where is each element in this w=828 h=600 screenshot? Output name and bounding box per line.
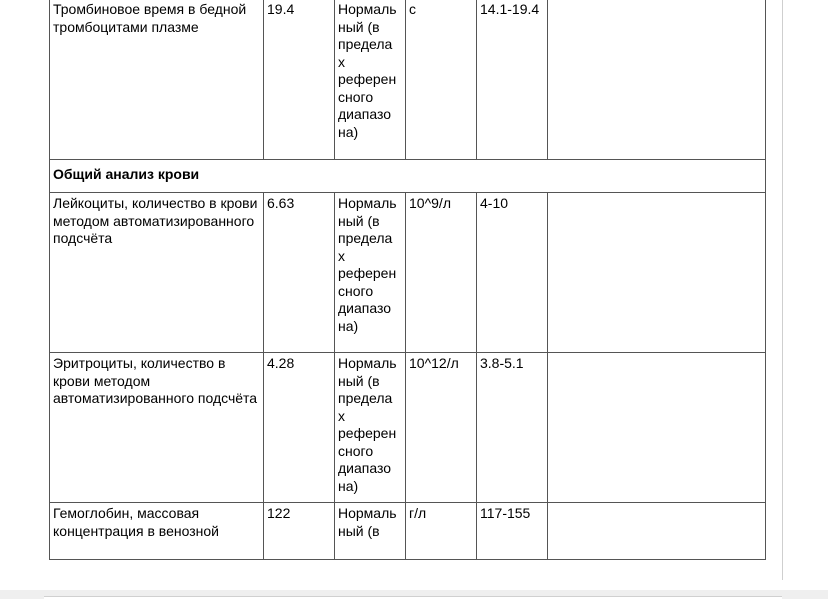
result-value-cell: 6.63 [264,193,335,353]
reference-range-cell: 117-155 [477,503,548,560]
unit-cell: 10^12/л [406,353,477,503]
comment-cell [548,193,766,353]
table-row [50,353,766,503]
result-status-cell: Нормаль ный (в [335,503,406,560]
table-row [50,0,766,160]
table-row [50,193,766,353]
comment-cell [548,0,766,160]
unit-cell: с [406,0,477,160]
test-name-cell: Эритроциты, количество в крови методом автоматизированного подсчёта [50,353,264,503]
section-row [50,160,766,193]
table-row [50,503,766,560]
comment-cell [548,353,766,503]
result-value-cell: 19.4 [264,0,335,160]
test-name-cell: Тромбиновое время в бедной тромбоцитами плазме [50,0,264,160]
result-value-cell: 122 [264,503,335,560]
test-name-cell: Лейкоциты, количество в крови методом автоматизированного подсчёта [50,193,264,353]
result-status-cell: Нормаль ный (в предела х референ сного диапазо на) [335,193,406,353]
reference-range-cell: 14.1-19.4 [477,0,548,160]
result-status-cell: Нормаль ный (в предела х референ сного диапазо на) [335,0,406,160]
reference-range-cell: 4-10 [477,193,548,353]
result-value-cell: 4.28 [264,353,335,503]
comment-cell [548,503,766,560]
unit-cell: г/л [406,503,477,560]
page-margin-line [782,0,783,580]
result-status-cell: Нормаль ный (в предела х референ сного диапазо на) [335,353,406,503]
lab-results-table [49,0,766,560]
section-title: Общий анализ крови [50,160,766,193]
next-page-edge [44,596,782,600]
unit-cell: 10^9/л [406,193,477,353]
test-name-cell: Гемоглобин, массовая концентрация в венозной [50,503,264,560]
reference-range-cell: 3.8-5.1 [477,353,548,503]
